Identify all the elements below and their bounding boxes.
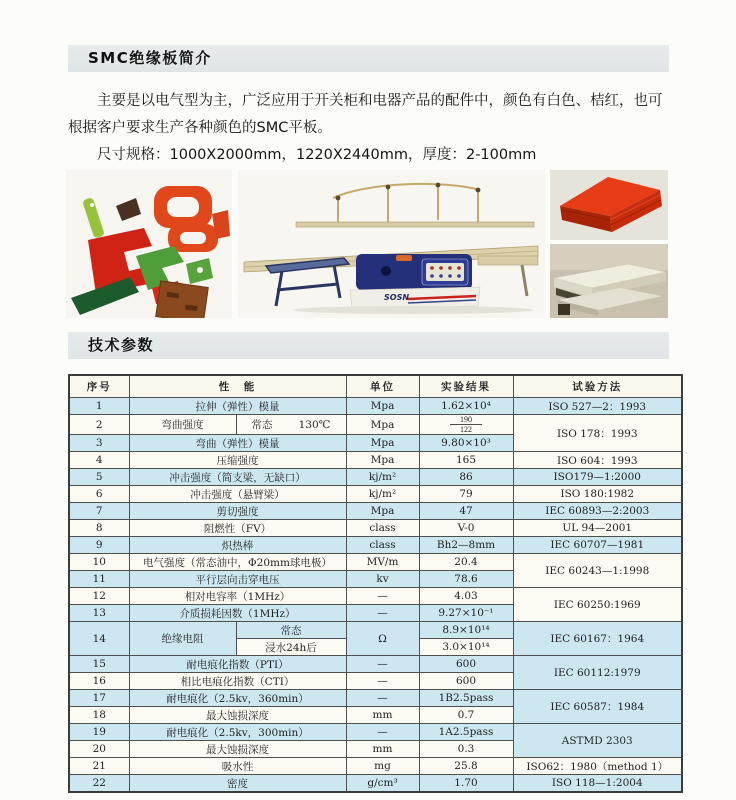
cell-no: 19 — [69, 724, 129, 741]
cell-result: 3.0×10¹⁴ — [419, 639, 513, 656]
cell-result-fraction — [419, 415, 513, 435]
cell-unit: Ω — [346, 622, 419, 656]
table-row — [69, 520, 682, 537]
intro-paragraph-block — [68, 88, 672, 169]
dark-block — [558, 304, 570, 315]
table-row — [69, 588, 682, 605]
cell-unit: Mpa — [346, 503, 419, 520]
cell-result: 8.9×10¹⁴ — [419, 622, 513, 639]
cell-unit: kj/m² — [346, 469, 419, 486]
cell-no: 10 — [69, 554, 129, 571]
cell-unit: class — [346, 537, 419, 554]
cell-method: UL 94—2001 — [513, 520, 682, 537]
col-header-no: 序号 — [69, 375, 129, 398]
cell-performance: 耐电痕化指数（PTⅠ） — [129, 656, 346, 673]
cell-result: 1B2.5pass — [419, 690, 513, 707]
cell-performance: 相比电痕化指数（CTⅠ） — [129, 673, 346, 690]
cell-performance: 炽热棒 — [129, 537, 346, 554]
cell-no: 13 — [69, 605, 129, 622]
cell-result: 9.80×10³ — [419, 435, 513, 452]
cell-result: Bh2—8mm — [419, 537, 513, 554]
smc-parts-photo — [66, 170, 232, 318]
table-row — [69, 469, 682, 486]
cell-unit: mg — [346, 758, 419, 775]
cell-unit: — — [346, 656, 419, 673]
cell-result: 4.03 — [419, 588, 513, 605]
cell-method: ASTMD 2303 — [513, 724, 682, 758]
cell-result: 20.4 — [419, 554, 513, 571]
table-row — [69, 656, 682, 673]
control-panel — [422, 259, 468, 285]
cell-unit: kv — [346, 571, 419, 588]
table-row — [69, 554, 682, 571]
table-row — [69, 758, 682, 775]
cell-no: 1 — [69, 398, 129, 415]
cell-method: ISO62：1980（method 1） — [513, 758, 682, 775]
white-boards-illustration — [550, 244, 668, 318]
cell-performance: 剪切强度 — [129, 503, 346, 520]
result-130c-value: 122 — [460, 425, 472, 435]
cell-result: 78.6 — [419, 571, 513, 588]
cell-no: 15 — [69, 656, 129, 673]
intro-text: 主要是以电气型为主，广泛应用于开关柜和电器产品的配件中，颜色有白色、桔红，也可根据客户要求生产各种颜色的SMC平板。 — [68, 93, 663, 136]
cell-no: 6 — [69, 486, 129, 503]
cell-method: IEC 60112:1979 — [513, 656, 682, 690]
machine-illustration — [238, 170, 545, 318]
cell-result: 9.27×10⁻¹ — [419, 605, 513, 622]
cell-unit: Mpa — [346, 435, 419, 452]
cell-method: IEC 60893—2:2003 — [513, 503, 682, 520]
table-row — [69, 503, 682, 520]
smc-parts-illustration — [66, 170, 232, 318]
cell-performance: 弯曲（弹性）模量 — [129, 435, 346, 452]
table-row — [69, 724, 682, 741]
cell-unit: — — [346, 673, 419, 690]
cell-no: 12 — [69, 588, 129, 605]
cell-unit: mm — [346, 741, 419, 758]
condition-normal-label: 常态 — [251, 419, 273, 432]
cell-performance: 拉伸（弹性）模量 — [129, 398, 346, 415]
cell-performance: 介质损耗因数（1MHz） — [129, 605, 346, 622]
cell-performance: 相对电容率（1MHz） — [129, 588, 346, 605]
cell-no: 3 — [69, 435, 129, 452]
cell-performance-sub — [236, 415, 346, 435]
cell-result: 1.62×10⁴ — [419, 398, 513, 415]
cell-unit: — — [346, 690, 419, 707]
cell-result: 25.8 — [419, 758, 513, 775]
cell-result: 1.70 — [419, 775, 513, 793]
cell-result: 0.7 — [419, 707, 513, 724]
table-row — [69, 486, 682, 503]
page-title: SMC绝缘板简介 — [88, 49, 212, 67]
size-specs-text: 尺寸规格：1000X2000mm，1220X2440mm，厚度：2-100mm — [97, 147, 537, 163]
red-boards-photo — [550, 170, 668, 240]
cell-performance: 弯曲强度 — [129, 415, 236, 435]
cell-unit: kj/m² — [346, 486, 419, 503]
cell-performance: 最大蚀损深度 — [129, 741, 346, 758]
cell-result: V-0 — [419, 520, 513, 537]
cell-unit: — — [346, 588, 419, 605]
cell-unit: class — [346, 520, 419, 537]
cross-beam — [296, 222, 534, 227]
cell-performance: 绝缘电阻 — [129, 622, 236, 656]
cell-performance: 耐电痕化（2.5kv，300min） — [129, 724, 346, 741]
cell-result: 0.3 — [419, 741, 513, 758]
cell-no: 14 — [69, 622, 129, 656]
cell-result: 1A2.5pass — [419, 724, 513, 741]
condition-temp-label: 130℃ — [298, 418, 331, 431]
tech-params-table — [68, 374, 683, 793]
cell-no: 21 — [69, 758, 129, 775]
cell-unit: Mpa — [346, 415, 419, 435]
cell-result: 79 — [419, 486, 513, 503]
table-row — [69, 690, 682, 707]
cell-no: 22 — [69, 775, 129, 793]
cell-unit: MV/m — [346, 554, 419, 571]
cell-result: 600 — [419, 656, 513, 673]
cell-no: 8 — [69, 520, 129, 537]
cell-no: 11 — [69, 571, 129, 588]
cell-performance: 最大蚀损深度 — [129, 707, 346, 724]
brown-plate-part — [156, 281, 209, 318]
col-header-method: 试验方法 — [513, 375, 682, 398]
cell-unit: Mpa — [346, 398, 419, 415]
cell-performance: 平行层向击穿电压 — [129, 571, 346, 588]
cell-method: ISO179—1:2000 — [513, 469, 682, 486]
cell-performance: 冲击强度（悬臂梁） — [129, 486, 346, 503]
cell-method: IEC 60587：1984 — [513, 690, 682, 724]
cell-performance: 压缩强度 — [129, 452, 346, 469]
cell-no: 7 — [69, 503, 129, 520]
cell-no: 5 — [69, 469, 129, 486]
cell-performance: 阻燃性（FV） — [129, 520, 346, 537]
table-row — [69, 415, 682, 435]
cell-no: 18 — [69, 707, 129, 724]
cell-method: ISO 180:1982 — [513, 486, 682, 503]
cell-unit: Mpa — [346, 452, 419, 469]
cell-method: ISO 604：1993 — [513, 452, 682, 469]
cell-no: 9 — [69, 537, 129, 554]
machine-brand-label: SOSN — [384, 293, 410, 302]
cell-method: ISO 118—1:2004 — [513, 775, 682, 793]
right-rail — [478, 256, 538, 265]
col-header-result: 实验结果 — [419, 375, 513, 398]
cell-result: 47 — [419, 503, 513, 520]
cell-result: 600 — [419, 673, 513, 690]
floor-shadow — [293, 306, 533, 314]
cell-result: 165 — [419, 452, 513, 469]
machine-photo — [238, 170, 545, 318]
table-row — [69, 398, 682, 415]
red-boards-illustration — [550, 170, 668, 240]
cell-method: IEC 60707—1981 — [513, 537, 682, 554]
table-row — [69, 537, 682, 554]
table-row — [69, 452, 682, 469]
cell-unit: mm — [346, 707, 419, 724]
cell-unit: — — [346, 605, 419, 622]
white-boards-photo — [550, 244, 668, 318]
col-header-performance: 性 能 — [129, 375, 346, 398]
cell-method: ISO 527—2：1993 — [513, 398, 682, 415]
result-normal-value: 190 — [450, 415, 482, 425]
tech-params-title: 技术参数 — [88, 336, 155, 354]
table-row — [69, 775, 682, 793]
col-header-unit: 单位 — [346, 375, 419, 398]
cell-unit: — — [346, 724, 419, 741]
cell-method: IEC 60243—1:1998 — [513, 554, 682, 588]
cell-performance: 吸水性 — [129, 758, 346, 775]
cell-performance: 耐电痕化（2.5kv，360min） — [129, 690, 346, 707]
cell-no: 4 — [69, 452, 129, 469]
intro-title-bar — [68, 45, 669, 72]
table-row — [69, 622, 682, 639]
cell-performance: 密度 — [129, 775, 346, 793]
blade-wheel — [381, 266, 391, 276]
cell-unit: g/cm³ — [346, 775, 419, 793]
cell-method: ISO 178：1993 — [513, 415, 682, 452]
cell-method: IEC 60167：1964 — [513, 622, 682, 656]
cell-condition-normal: 常态 — [236, 622, 346, 639]
cell-result: 86 — [419, 469, 513, 486]
cell-method: IEC 60250:1969 — [513, 588, 682, 622]
cell-no: 16 — [69, 673, 129, 690]
cell-condition-soaked: 浸水24h后 — [236, 639, 346, 656]
roller — [396, 255, 412, 261]
cell-no: 2 — [69, 415, 129, 435]
tech-params-title-bar — [68, 332, 669, 359]
cell-performance: 冲击强度（简支梁，无缺口） — [129, 469, 346, 486]
cell-performance: 电气强度（常态油中，Φ20mm球电极） — [129, 554, 346, 571]
table-header-row — [69, 375, 682, 398]
cell-no: 17 — [69, 690, 129, 707]
cell-no: 20 — [69, 741, 129, 758]
